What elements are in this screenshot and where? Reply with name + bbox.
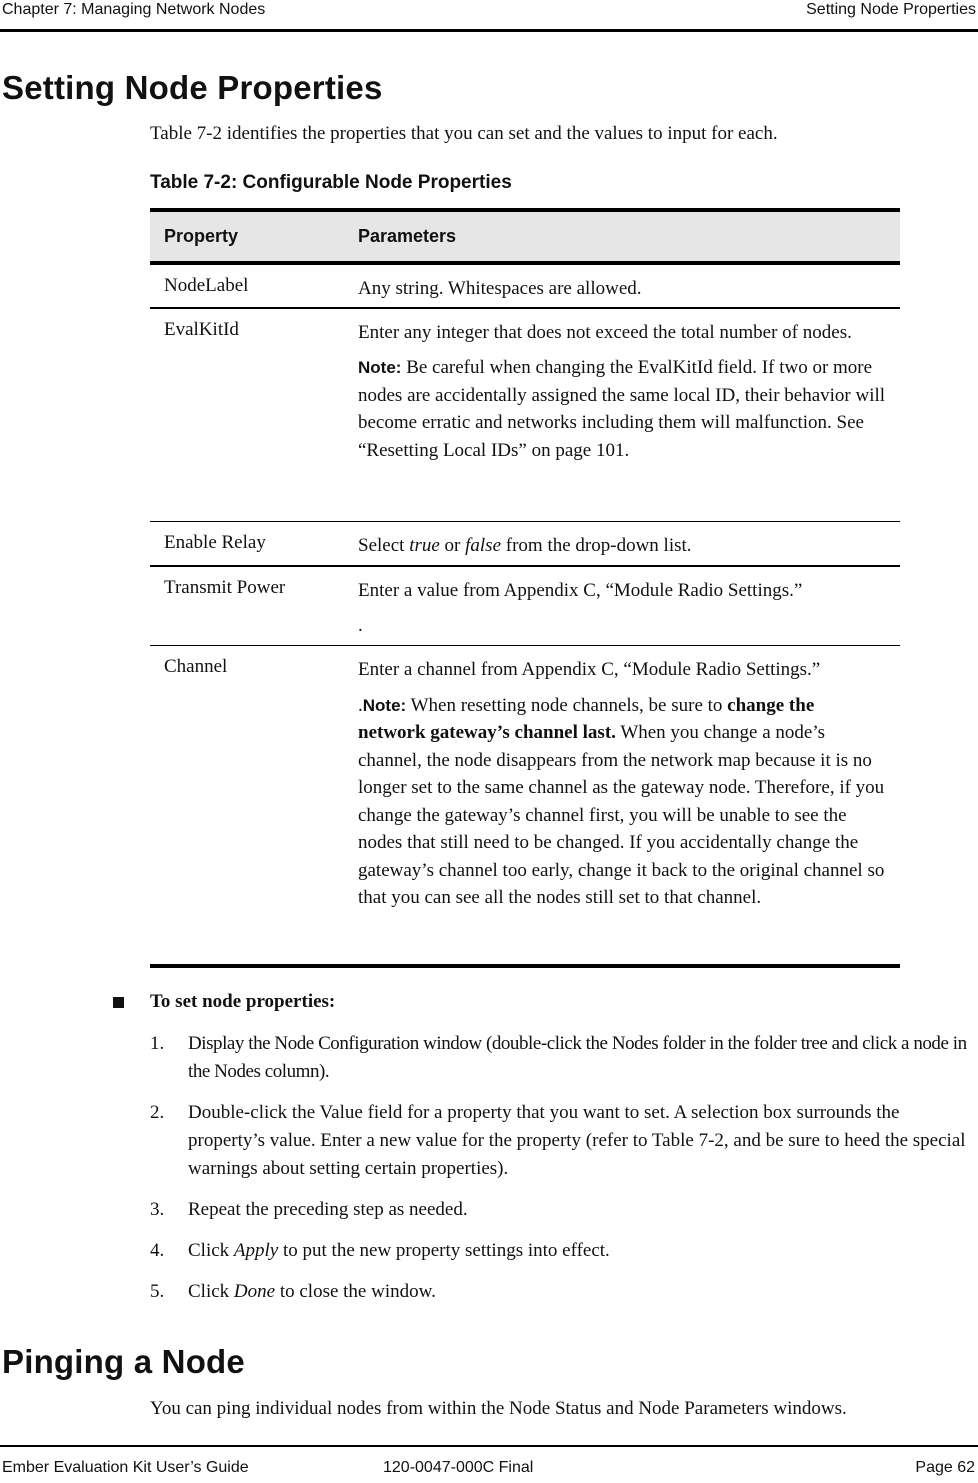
property-parameters: Enter any integer that does not exceed the total number of nodes. Note: Be careful when changing the EvalKitId field. If two or more nodes are accidentally assigned the same local ID, their behavior will become erratic and networks including them will malfunction. See “Resetting Local IDs” on page 101. (358, 309, 900, 465)
property-name: Channel (164, 656, 228, 677)
procedure-step-4: 4. Click Apply to put the new property settings into effect. (150, 1240, 610, 1261)
footer-doc-title: Ember Evaluation Kit User’s Guide (2, 1459, 249, 1476)
header-section: Setting Node Properties (806, 1, 976, 18)
property-parameters: Select true or false from the drop-down list. (358, 535, 692, 556)
property-name: Enable Relay (164, 532, 266, 553)
note-label: Note: (362, 695, 407, 715)
table-row-enable-relay (150, 522, 900, 565)
table-row-channel (150, 646, 900, 964)
section-title-pinging-a-node: Pinging a Node (2, 1343, 245, 1380)
property-name: NodeLabel (164, 275, 249, 296)
table-row-transmit-power (150, 567, 900, 645)
table-row-nodelabel (150, 265, 900, 307)
running-header (0, 0, 978, 28)
header-rule (0, 29, 978, 32)
property-parameters: Enter a channel from Appendix C, “Module Radio Settings.” .Note: When resetting node channels, be sure to change the network gateway’s channel last. When you change a node’s channel, the node disappears from the network map because it is no longer set to the same channel as the gateway node. Therefore, if you change the gateway’s channel first, you will be unable to see the nodes that still need to be changed. If you accidentally change the gateway’s channel too early, change it back to the original channel so that you can see all the nodes still set to that channel. (358, 646, 900, 912)
properties-table (150, 208, 900, 968)
footer-rule (0, 1445, 978, 1447)
table-bottom-rule (150, 964, 900, 968)
note-emphasis: change the network gateway’s channel last. (358, 694, 815, 743)
note: Note: Be careful when changing the EvalKitId field. If two or more nodes are accidentally assigned the same local ID, their behavior will become erratic and networks including them will malfunction. See “Resetting Local IDs” on page 101. (358, 357, 886, 461)
column-header-property: Property (164, 226, 239, 246)
table-row-evalkitid (150, 309, 900, 521)
footer-doc-number: 120-0047-000C Final (383, 1459, 534, 1476)
value-true: true (409, 535, 440, 556)
note: .Note: When resetting node channels, be sure to change the network gateway’s channel last. When you change a node’s channel, the node disappears from the network map because it is no longer set to the same channel as the gateway node. Therefore, if you change the gateway’s channel first, you will be unable to see the nodes that still need to be changed. If you accidentally change the gateway’s channel too early, change it back to the original channel so that you can see all the nodes still set to that channel. (358, 694, 885, 908)
column-header-parameters: Parameters (358, 226, 457, 246)
procedure-step-2: 2. Double-click the Value field for a property that you want to set. A selection box surrounds the property’s value. Enter a new value for the property (refer to Table 7-2, and be sure to heed the special warnings about setting certain properties). (150, 1102, 966, 1179)
note-label: Note: (358, 358, 402, 377)
table-header-row (150, 212, 900, 261)
property-parameters: Enter a value from Appendix C, “Module Radio Settings.” . (358, 579, 803, 636)
value-false: false (465, 535, 502, 556)
done-button-reference: Done (233, 1281, 276, 1302)
procedure-step-1: 1. Display the Node Configuration window (double-click the Nodes folder in the folder tree and click a node in the Nodes column). (150, 1033, 967, 1082)
square-bullet-icon (113, 997, 124, 1008)
section-intro-pinging: You can ping individual nodes from within the Node Status and Node Parameters windows. (150, 1398, 847, 1419)
section-intro: Table 7-2 identifies the properties that you can set and the values to input for each. (150, 123, 778, 144)
procedure-title: To set node properties: (150, 991, 336, 1012)
procedure-step-5: 5. Click Done to close the window. (150, 1281, 436, 1302)
procedure-steps (150, 1030, 978, 1319)
property-parameters: Any string. Whitespaces are allowed. (358, 278, 642, 299)
footer-page-number: Page 62 (915, 1459, 975, 1476)
section-title-setting-node-properties: Setting Node Properties (2, 69, 383, 106)
header-chapter: Chapter 7: Managing Network Nodes (2, 1, 266, 18)
apply-button-reference: Apply (233, 1240, 279, 1261)
property-name: EvalKitId (164, 318, 239, 340)
property-name: Transmit Power (164, 576, 286, 598)
table-caption: Table 7-2: Configurable Node Properties (150, 172, 512, 193)
procedure-step-3: 3. Repeat the preceding step as needed. (150, 1199, 468, 1220)
